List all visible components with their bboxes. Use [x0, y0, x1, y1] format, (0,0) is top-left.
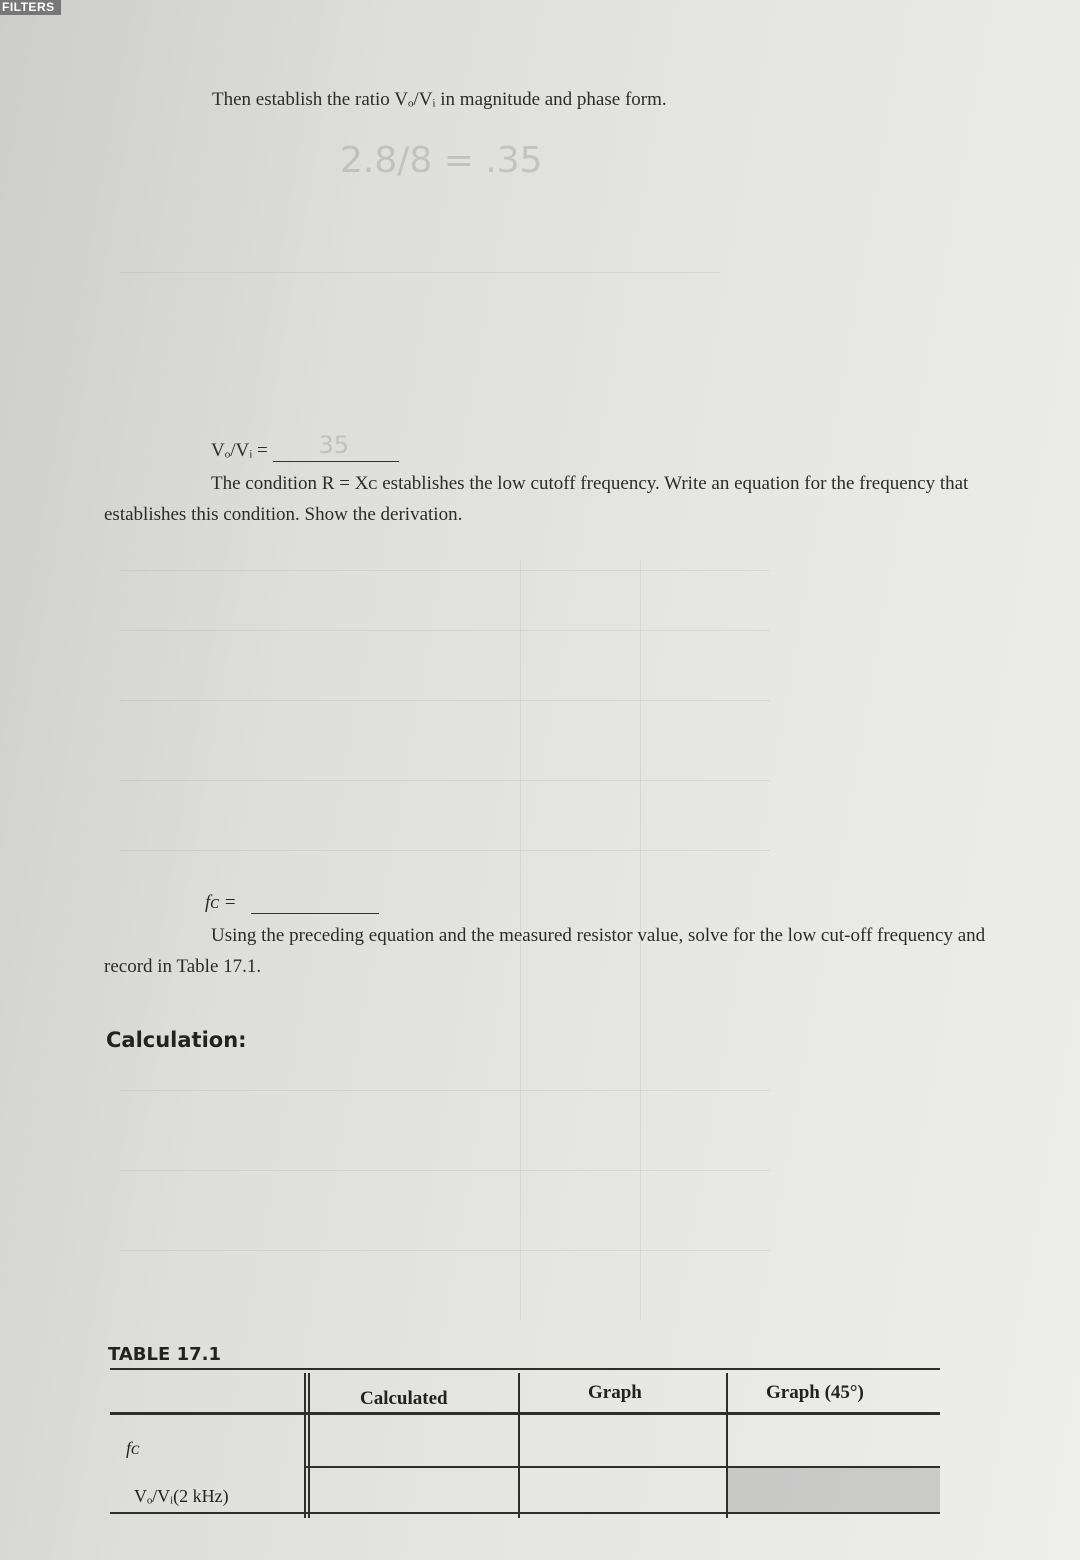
show-through-line [120, 630, 770, 631]
row-label-fc: fᴄ [126, 1438, 140, 1458]
ratio-equation [211, 431, 399, 462]
handwritten-calculation: 2.8/8 = .35 [340, 140, 543, 181]
intro-instruction: Then establish the ratio Vₒ/Vᵢ in magnitude and phase form. [212, 89, 667, 110]
column-rule [304, 1373, 306, 1518]
ratio-label: Vₒ/Vᵢ = [211, 440, 268, 461]
show-through-line [120, 272, 720, 273]
table-bottom-rule [110, 1512, 940, 1514]
cell-fc-graph[interactable] [520, 1416, 724, 1464]
fc-answer-blank[interactable] [251, 913, 379, 914]
results-table [110, 1368, 940, 1520]
show-through-line [120, 1170, 770, 1171]
cell-fc-calculated[interactable] [310, 1416, 516, 1464]
show-through-line [120, 780, 770, 781]
cutoff-instruction: The condition R = Xᴄ establishes the low cutoff frequency. Write an equation for the frequency that establishes this condition. Show the derivation. [104, 473, 969, 525]
chapter-header: FILTERS [0, 0, 61, 15]
show-through-line [120, 1250, 770, 1251]
show-through-line [120, 700, 770, 701]
show-through-line [120, 850, 770, 851]
table-top-rule [110, 1368, 940, 1370]
header-rule [110, 1412, 940, 1415]
solve-instruction: Using the preceding equation and the measured resistor value, solve for the low cut-off frequency and record in Table 17.1. [104, 925, 986, 977]
row-label-ratio: Vₒ/Vᵢ(2 kHz) [134, 1486, 229, 1506]
table-title: TABLE 17.1 [108, 1344, 221, 1365]
cell-ratio-graph[interactable] [520, 1468, 724, 1510]
header-graph: Graph [588, 1382, 642, 1403]
cell-ratio-calculated[interactable] [310, 1468, 516, 1510]
show-through-line [120, 570, 770, 571]
shaded-cell [727, 1468, 940, 1512]
ratio-answer-blank[interactable] [273, 431, 399, 462]
fc-label: fᴄ = [205, 892, 237, 913]
header-calculated: Calculated [360, 1388, 448, 1409]
fc-equation [205, 892, 379, 914]
calculation-heading: Calculation: [106, 1028, 247, 1052]
header-graph-45: Graph (45°) [766, 1382, 864, 1403]
cell-fc-graph-45[interactable] [728, 1416, 938, 1464]
show-through-line [120, 1090, 770, 1091]
handwritten-ratio-answer: 35 [318, 431, 350, 459]
